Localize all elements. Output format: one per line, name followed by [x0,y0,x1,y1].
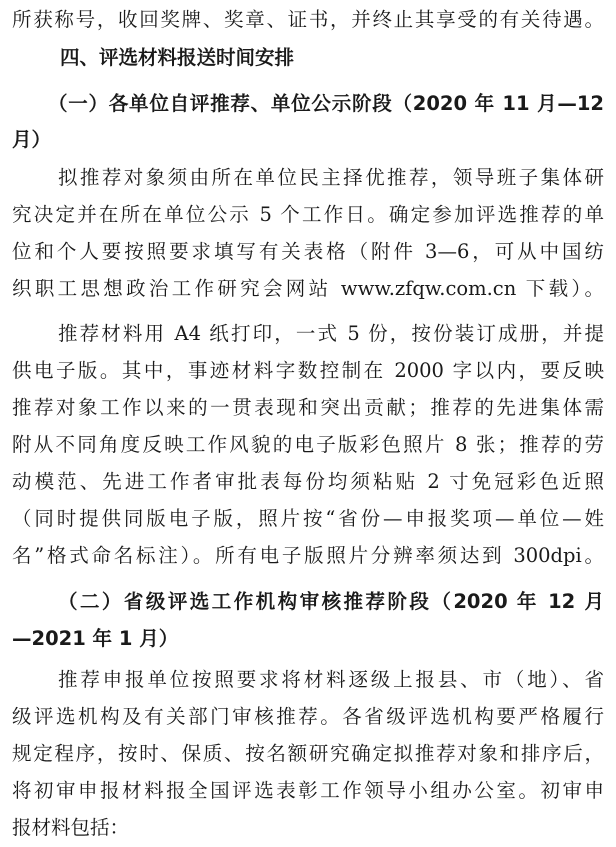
paragraph-3-line-3: 规定程序，按时、保质、按名额研究确定拟推荐对象和排序后， [12,742,604,765]
paragraph-3-line-5: 报材料包括： [12,816,130,839]
text-line-1: 所获称号，收回奖牌、奖章、证书，并终止其享受的有关待遇。 [12,8,604,31]
subsection-heading-2-cont: —2021 年 1 月） [12,627,179,650]
subsection-heading-1: （一）各单位自评推荐、单位公示阶段（2020 年 11 月—12 [48,92,604,115]
paragraph-2-line-6: （同时提供同版电子版，照片按“省份—申报奖项—单位—姓 [12,507,604,530]
paragraph-3-line-2: 级评选机构及有关部门审核推荐。各省级评选机构要严格履行 [12,705,604,728]
paragraph-2-line-2: 供电子版。其中，事迹材料字数控制在 2000 字以内，要反映 [12,359,604,382]
paragraph-2-line-1: 推荐材料用 A4 纸打印，一式 5 份，按份装订成册，并提 [58,322,604,345]
paragraph-1-line-4: 织职工思想政治工作研究会网站 www.zfqw.com.cn 下载）。 [12,277,604,300]
paragraph-3-line-1: 推荐申报单位按照要求将材料逐级上报县、市（地）、省 [58,668,604,691]
subsection-heading-2: （二）省级评选工作机构审核推荐阶段（2020 年 12 月 [58,590,604,613]
paragraph-1-line-2: 究决定并在所在单位公示 5 个工作日。确定参加评选推荐的单 [12,203,604,226]
paragraph-2-line-4: 附从不同角度反映工作风貌的电子版彩色照片 8 张；推荐的劳 [12,433,604,456]
paragraph-2-line-7: 名”格式命名标注）。所有电子版照片分辨率须达到 300dpi。 [12,544,604,567]
paragraph-1-line-3: 位和个人要按照要求填写有关表格（附件 3—6，可从中国纺 [12,240,604,263]
paragraph-2-line-3: 推荐对象工作以来的一贯表现和突出贡献；推荐的先进集体需 [12,396,604,419]
paragraph-3-line-4: 将初审申报材料报全国评选表彰工作领导小组办公室。初审申 [12,779,604,802]
paragraph-1-line-1: 拟推荐对象须由所在单位民主择优推荐，领导班子集体研 [58,166,604,189]
paragraph-2-line-5: 动模范、先进工作者审批表每份均须粘贴 2 寸免冠彩色近照 [12,470,604,493]
section-heading: 四、评选材料报送时间安排 [60,46,295,69]
subsection-heading-1-cont: 月） [12,128,52,151]
